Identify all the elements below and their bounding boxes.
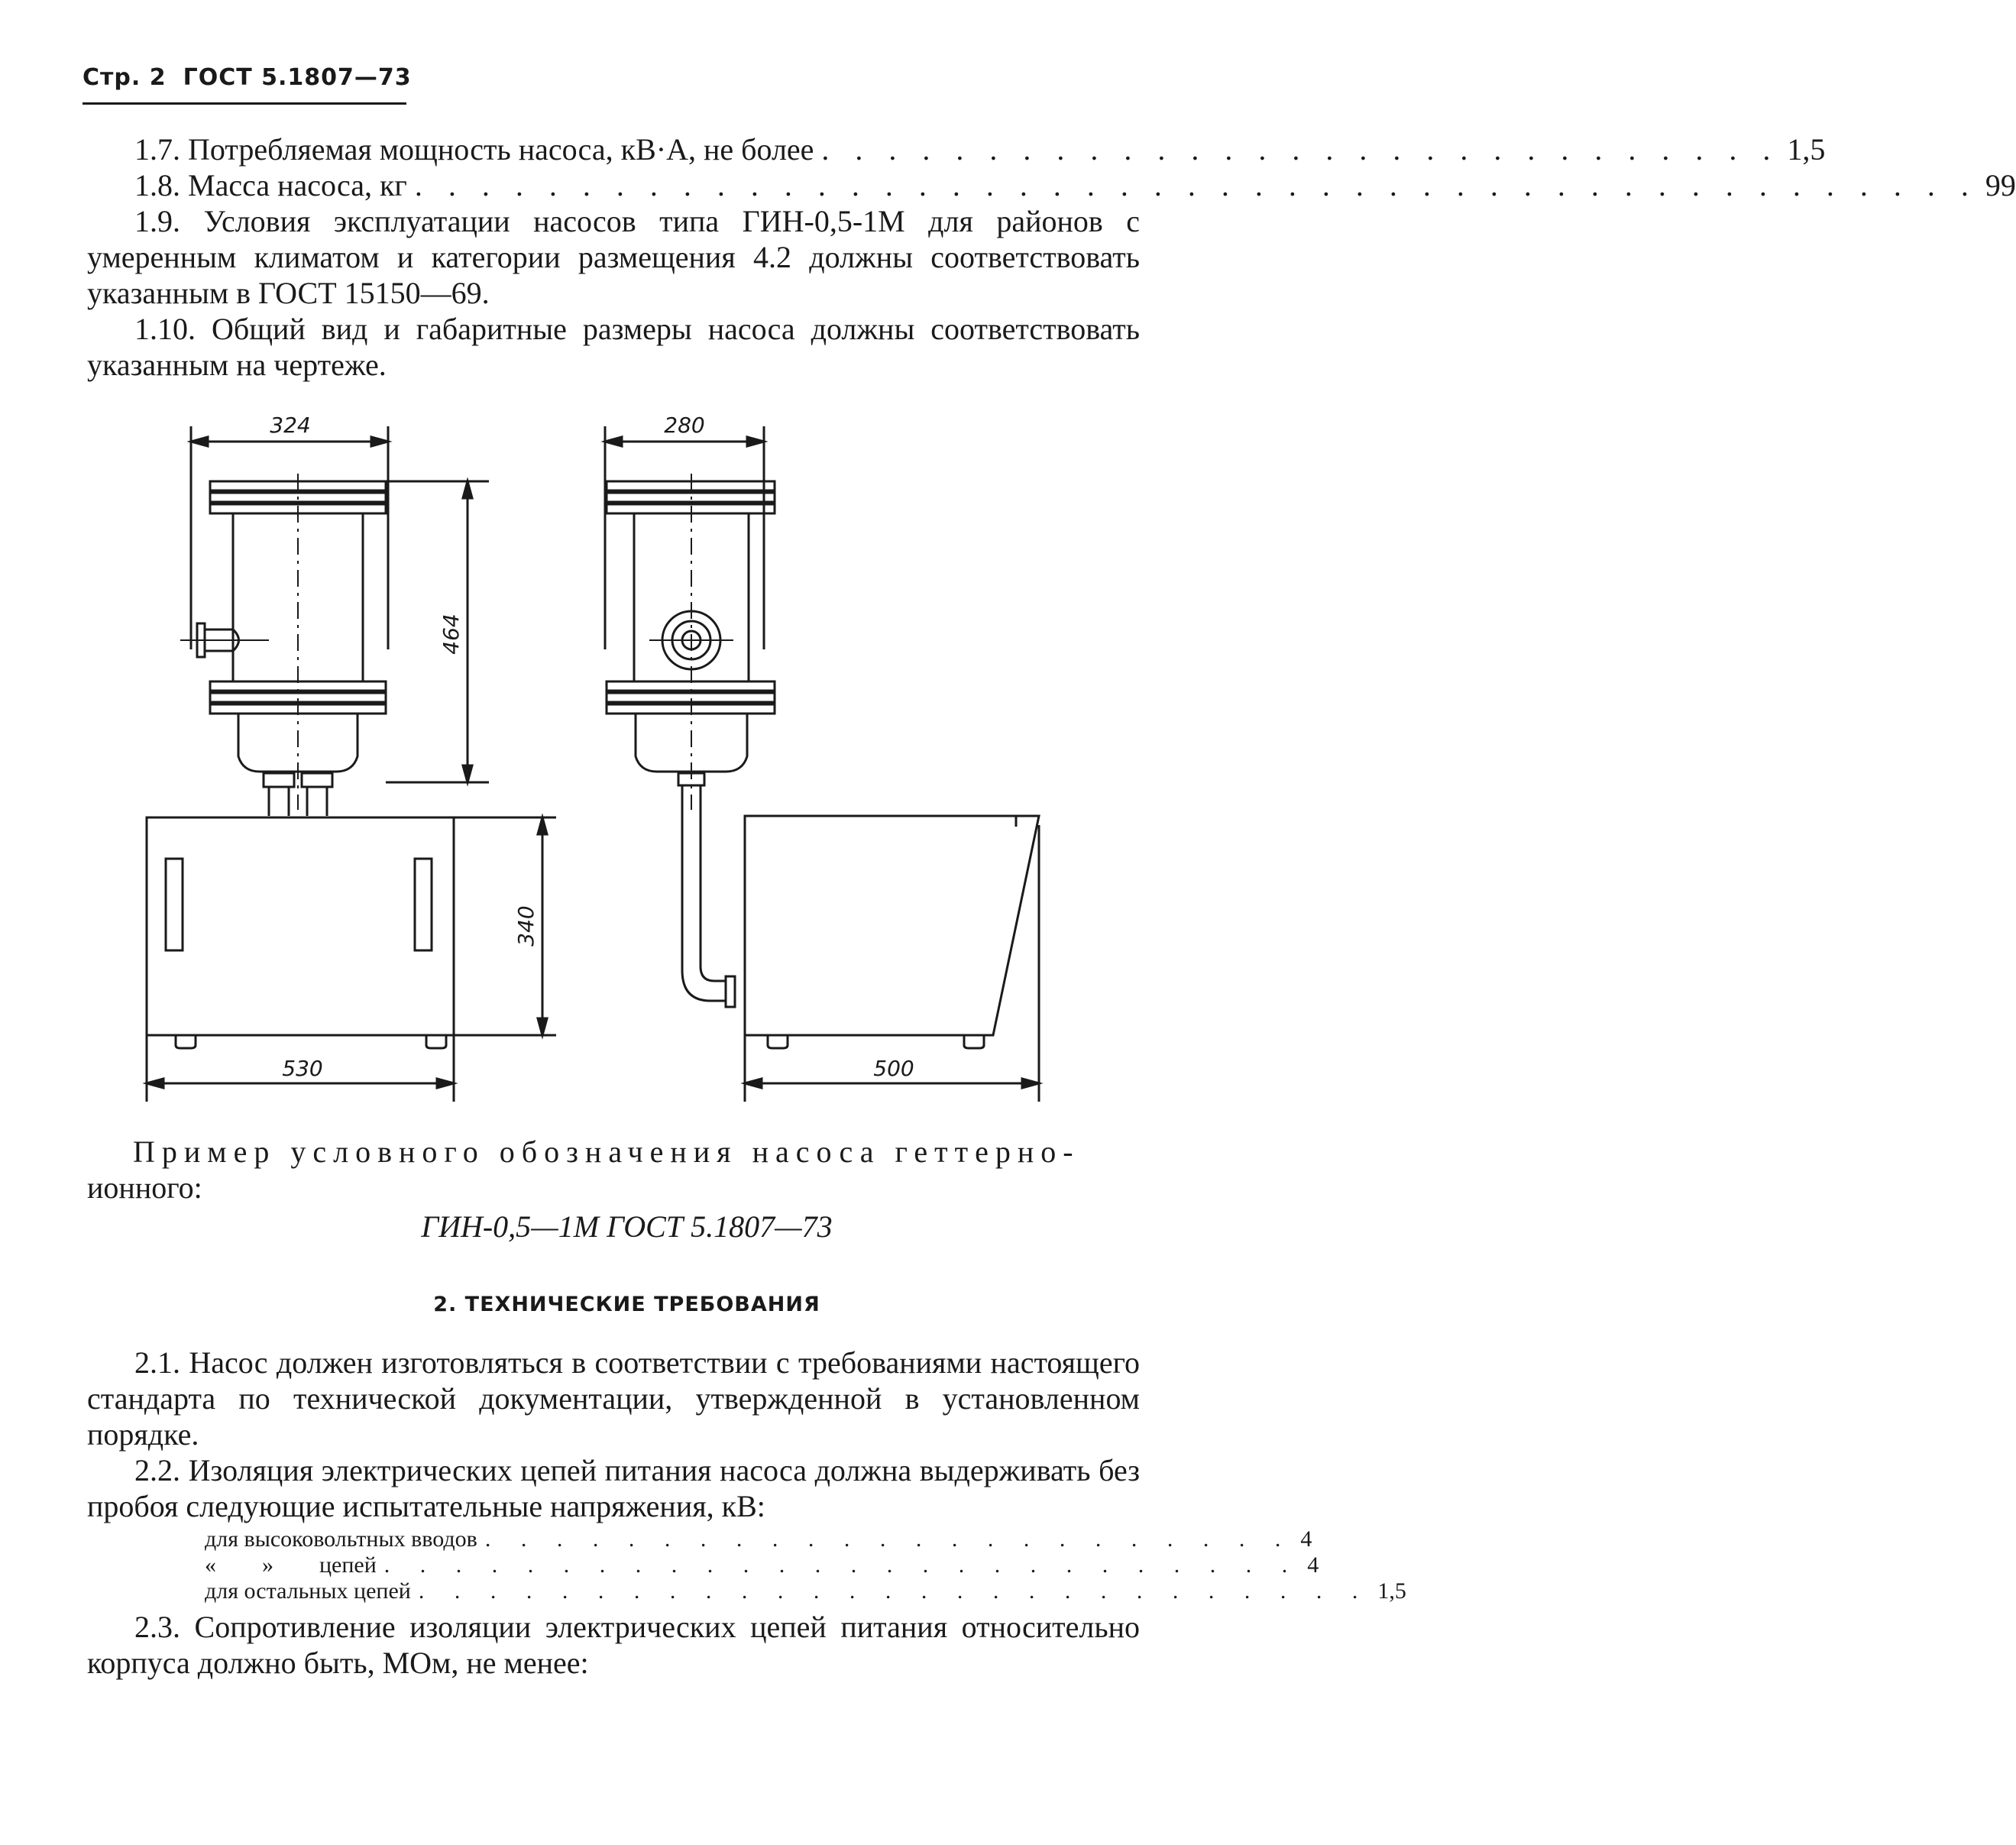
voltage-row: [205, 1552, 1319, 1578]
page-number: Стр. 2: [83, 64, 167, 91]
voltage-value: 1,5: [1377, 1578, 1406, 1604]
leader-dots: . . . . . . . . . . . . . . . . . . . . . . .: [484, 1526, 1293, 1552]
standard-number: ГОСТ 5.1807—73: [183, 64, 412, 91]
voltage-row: [205, 1578, 1406, 1604]
arrow-head: [437, 1079, 454, 1088]
handle: [166, 859, 183, 950]
arrow-head: [605, 437, 622, 446]
arrow-head: [745, 1079, 762, 1088]
arrow-head: [191, 437, 208, 446]
item-1-7: [87, 131, 1826, 167]
arrow-head: [371, 437, 388, 446]
item-text: Потребляемая мощность насоса, кВ·А, не более: [188, 132, 814, 167]
pipe-flange: [726, 976, 735, 1007]
item-number: 1.7.: [134, 132, 180, 167]
voltage-value: 4: [1300, 1526, 1312, 1552]
connector: [264, 773, 294, 787]
foot: [768, 1035, 788, 1048]
designation-example: ГИН-0,5—1М ГОСТ 5.1807—73: [421, 1209, 833, 1244]
paragraph-2-2: 2.2. Изоляция электрических цепей питания насоса должна выдерживать без пробоя следующие испытательные напряжения, кВ:: [87, 1453, 1140, 1523]
dimension-label-280: 280: [664, 413, 705, 438]
item-1-8: [87, 167, 2016, 203]
dimension-label-530: 530: [282, 1056, 323, 1081]
arrow-head: [463, 481, 472, 498]
voltage-label: для остальных цепей: [205, 1578, 411, 1604]
pipe: [701, 785, 726, 981]
section-title: 2. ТЕХНИЧЕСКИЕ ТРЕБОВАНИЯ: [433, 1293, 820, 1316]
item-number: 1.8.: [134, 168, 180, 202]
foot: [176, 1035, 196, 1048]
arrow-head: [463, 766, 472, 782]
voltage-row: [205, 1526, 1312, 1552]
leader-dots: . . . . . . . . . . . . . . . . . . . . . . . . . . . . . . . . . . . . . . . . . . . . . . .: [414, 168, 1978, 202]
dimension-label-500: 500: [873, 1056, 914, 1081]
arrow-head: [147, 1079, 163, 1088]
foot: [964, 1035, 984, 1048]
leader-dots: . . . . . . . . . . . . . . . . . . . . . . . . . . . . .: [821, 132, 1780, 167]
dimension-label-340: 340: [513, 905, 539, 947]
arrow-head: [538, 817, 547, 834]
dimension-label-324: 324: [270, 413, 311, 438]
leader-dots: . . . . . . . . . . . . . . . . . . . . . . . . . . .: [418, 1578, 1370, 1604]
handle: [415, 859, 432, 950]
paragraph-1-10: 1.10. Общий вид и габаритные размеры насоса должны соответствовать указанным на чертеже.: [87, 312, 1140, 382]
header-rule: [83, 102, 406, 105]
foot: [426, 1035, 446, 1048]
example-line-2: ионного:: [87, 1170, 202, 1205]
control-box-side: [745, 816, 1039, 1035]
paragraph-2-1: 2.1. Насос должен изготовляться в соответствии с требованиями настоящего стандарта по технической документации, утвержденной в установленном порядке.: [87, 1345, 1140, 1452]
voltage-label: для высоковольтных вводов: [205, 1526, 477, 1552]
connector: [302, 773, 332, 787]
paragraph-1-9: 1.9. Условия эксплуатации насосов типа ГИН-0,5-1М для районов с умеренным климатом и категории размещения 4.2 должны соответствовать указанным в ГОСТ 15150—69.: [87, 204, 1140, 310]
leader-dots: . . . . . . . . . . . . . . . . . . . . . . . . . .: [383, 1552, 1300, 1578]
example-line-1: Пример условного обозначения насоса геттерно-: [133, 1135, 1080, 1169]
voltage-label: « » цепей: [205, 1552, 377, 1578]
arrow-head: [747, 437, 764, 446]
voltage-value: 4: [1307, 1552, 1319, 1578]
control-box: [147, 817, 454, 1035]
pipe: [682, 785, 726, 1001]
dimension-label-464: 464: [438, 613, 464, 655]
item-value: 1,5: [1787, 132, 1826, 167]
arrow-head: [538, 1018, 547, 1035]
pump-drawing: [0, 397, 1254, 1115]
item-text: Масса насоса, кг: [188, 168, 407, 202]
page-header: [83, 64, 412, 91]
arrow-head: [1022, 1079, 1039, 1088]
item-value: 99: [1985, 168, 2016, 202]
paragraph-2-3: 2.3. Сопротивление изоляции электрических цепей питания относительно корпуса должно быть, МОм, не менее:: [87, 1610, 1140, 1680]
